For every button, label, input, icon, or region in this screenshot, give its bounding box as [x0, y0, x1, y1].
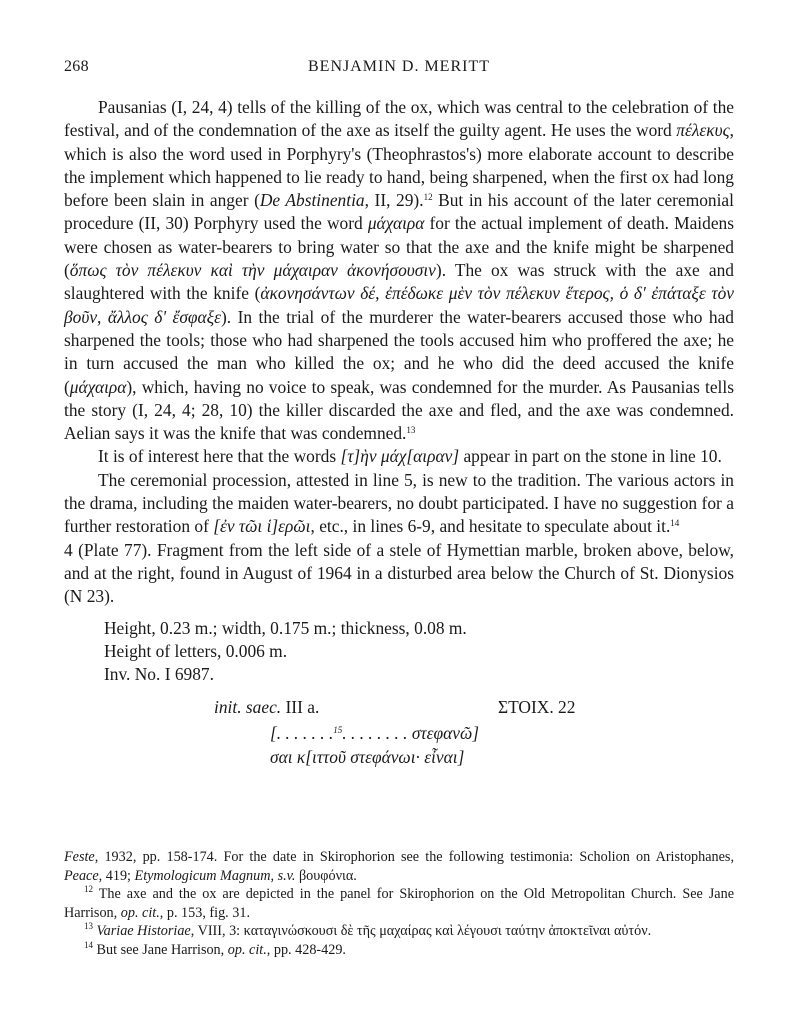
greek-text: ὅπως τὸν πέλεκυν καὶ τὴν μάχαιραν ἀκονήσουσιν — [69, 260, 436, 281]
greek-text: μάχαιρα — [367, 213, 425, 234]
italic-title: De Abstinentia — [259, 190, 365, 211]
date-italic: init. saec. — [214, 697, 282, 718]
footnote-number: 14 — [84, 939, 93, 950]
body-text — [64, 96, 734, 609]
text-run: , p. 153, fig. 31. — [159, 904, 251, 921]
greek-text: μάχαιρα — [69, 376, 127, 397]
date-roman: III a. — [285, 697, 320, 718]
specimen-details — [104, 617, 734, 687]
paragraph-2 — [64, 445, 734, 468]
text-run: ), which, having no voice to speak, was condemned for the murder. As Pausanias tells the story (I, 24, 4; 28, 10) the killer discarded the axe and fled, and the axe was condemned. Aelian says it was the knife that was condemned. — [64, 376, 734, 444]
entry-description: (Plate 77). Fragment from the left side of a stele of Hymettian marble, broken above, below, and at the right, found in August of 1964 in a disturbed area below the Church of St. Dionysios (N 23). — [64, 539, 734, 607]
text-run: appear in part on the stone in line 10. — [459, 446, 722, 467]
text-run: Pausanias (I, 24, 4) tells of the killing of the ox, which was central to the celebration of the festival, and of the condemnation of the axe as itself the guilty agent. He uses the word — [64, 97, 734, 141]
text-run: The axe and the ox are depicted in the panel for Skirophorion on the Old Metropolitan Church. See Jane Harrison, — [64, 886, 734, 921]
greek-text: [ἐν τῶι ἱ]ερῶι — [213, 516, 311, 537]
inscription-line-2: σαι κ[ιττοῦ στεφάνωι· εἶναι] — [270, 747, 465, 768]
paragraph-3 — [64, 469, 734, 539]
text-run: , 1932, pp. 158-174. For the date in Skirophorion see the following testimonia: Scholion on Aristophanes, — [94, 849, 734, 865]
text-run: [. . . . . . . — [270, 723, 334, 744]
dimensions: Height, 0.23 m.; width, 0.175 m.; thickness, 0.08 m. — [104, 617, 467, 638]
stoichedon-label: ΣΤΟΙΧ. 22 — [498, 697, 576, 718]
text-run: ). In the trial of the murderer the water-bearers accused those who had sharpened the tools; those who had sharpened the tools accused him who proffered the axe; he in turn accused the man who killed the ox; and he who did the deed accused the knife ( — [64, 306, 734, 397]
greek-text: ἀκονησάντων δέ, ἐπέδωκε μὲν τὸν πέλεκυν ἕτερος, ὁ δ' ἐπάταξε τὸν βοῦν, ἄλλος δ' ἔσφαξε — [64, 283, 734, 327]
italic-title: Feste — [64, 849, 95, 865]
page-number: 268 — [64, 58, 89, 75]
inscription-date — [214, 696, 319, 719]
inscription-line-1 — [270, 722, 479, 745]
footnotes — [64, 848, 734, 960]
text-run: The ceremonial procession, attested in line 5, is new to the tradition. The various actors in the drama, including the maiden water-bearers, no doubt participated. I have no suggestion for a further restoration of — [64, 469, 734, 537]
footnote-marker: 13 — [406, 425, 416, 436]
text-run: , II, 29). — [364, 190, 424, 211]
catalog-entry-4 — [64, 539, 734, 609]
page — [64, 58, 734, 770]
text-run: But see Jane Harrison, — [93, 941, 228, 958]
letter-count: 15 — [333, 725, 343, 736]
running-head: BENJAMIN D. MERITT — [308, 58, 490, 75]
italic-title: Variae Historiae — [96, 923, 191, 940]
text-run: ). The ox was struck with the axe and slaughtered with the knife ( — [64, 260, 734, 304]
footnote-number: 13 — [84, 921, 93, 932]
footnote-11-continued — [64, 848, 734, 885]
greek-text: πέλεκυς — [676, 120, 730, 141]
entry-number: 4 — [64, 539, 73, 560]
text-run: , 419; — [98, 867, 135, 884]
text-run: It is of interest here that the words — [98, 446, 341, 467]
italic-abbrev: op. cit. — [120, 904, 160, 921]
footnote-14 — [64, 941, 734, 960]
inventory-number: Inv. No. I 6987. — [104, 664, 214, 685]
text-run: , VIII, 3: καταγινώσκουσι δὲ τῆς μαχαίρας καὶ λέγουσι ταύτην ἀποκτεῖναι αὐτόν. — [190, 923, 652, 940]
text-run: But in his account of the later ceremonial procedure (II, 30) Porphyry used the word — [64, 190, 734, 234]
text-run: for the actual implement of death. Maidens were chosen as water-bearers to bring water so that the axe and the knife might be sharpened ( — [64, 213, 734, 281]
text-run: , which is also the word used in Porphyry's (Theophrastos's) more elaborate account to describe the implement which happened to lie ready to hand, being sharpened, when the first ox had long before been slain in anger ( — [64, 120, 734, 211]
footnote-12 — [64, 885, 734, 922]
paragraph-1 — [64, 96, 734, 445]
footnote-number: 12 — [84, 884, 93, 895]
text-run: , etc., in lines 6-9, and hesitate to speculate about it. — [310, 516, 671, 537]
italic-abbrev: op. cit. — [227, 941, 267, 958]
footnote-13 — [64, 922, 734, 941]
page-header — [64, 58, 734, 84]
footnote-marker: 14 — [670, 518, 680, 529]
footnote-marker: 12 — [423, 192, 433, 203]
text-run: , pp. 428-429. — [266, 941, 346, 958]
text-run: . . . . . . . . στεφανῶ] — [342, 723, 480, 744]
italic-title: Peace — [64, 867, 99, 884]
inscription-text — [64, 696, 734, 770]
greek-text: [τ]ὴν μάχ[αιραν] — [340, 446, 460, 467]
text-run: βουφόνια. — [295, 867, 357, 884]
letter-height: Height of letters, 0.006 m. — [104, 640, 288, 661]
italic-title: Etymologicum Magnum, s.v. — [134, 867, 296, 884]
